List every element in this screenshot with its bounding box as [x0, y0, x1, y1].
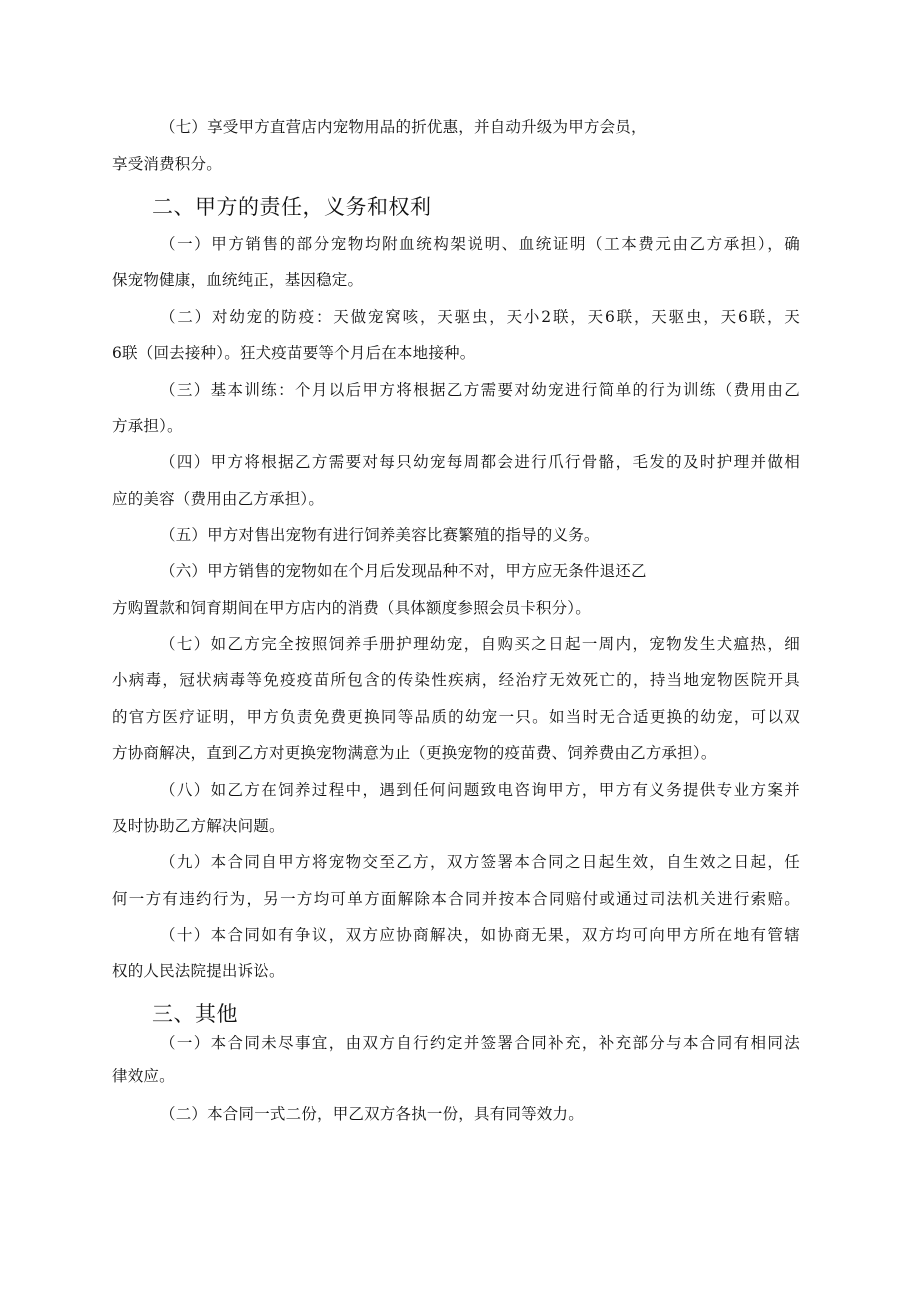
paragraph-line: （三）基本训练：个月以后甲方将根据乙方需要对幼宠进行简单的行为训练（费用由乙 — [160, 381, 800, 399]
paragraph-line: （二）对幼宠的防疫：天做宠窝咳，天驱虫，天小2联，天6联，天驱虫，天6联，天 — [160, 308, 800, 326]
paragraph-line: 方承担）。 — [112, 417, 183, 435]
paragraph-line: 方购置款和饲育期间在甲方店内的消费（具体额度参照会员卡积分）。 — [112, 599, 591, 617]
paragraph-line: （七）享受甲方直营店内宠物用品的折优惠，并自动升级为甲方会员， — [160, 118, 647, 136]
paragraph-line: （六）甲方销售的宠物如在个月后发现品种不对，甲方应无条件退还乙 — [160, 562, 647, 580]
paragraph-line: 应的美容（费用由乙方承担）。 — [112, 490, 325, 508]
paragraph-line: 及时协助乙方解决问题。 — [112, 817, 285, 835]
paragraph-line: 权的人民法院提出诉讼。 — [112, 962, 285, 980]
paragraph-line: 享受消费积分。 — [112, 155, 222, 173]
section-heading: 三、其他 — [152, 1002, 238, 1026]
paragraph-line: 的官方医疗证明，甲方负责免费更换同等品质的幼宠一只。如当时无合适更换的幼宠，可以双 — [112, 708, 800, 726]
paragraph-line: （七）如乙方完全按照饲养手册护理幼宠，自购买之日起一周内，宠物发生犬瘟热，细 — [160, 635, 800, 653]
paragraph-line: （四）甲方将根据乙方需要对每只幼宠每周都会进行爪行骨骼，毛发的及时护理并做相 — [160, 453, 800, 471]
paragraph-line: 6联（回去接种）。狂犬疫苗要等个月后在本地接种。 — [112, 344, 476, 362]
paragraph-line: （一）甲方销售的部分宠物均附血统构架说明、血统证明（工本费元由乙方承担），确 — [160, 235, 800, 253]
paragraph-line: 保宠物健康，血统纯正，基因稳定。 — [112, 271, 364, 289]
paragraph-line: 律效应。 — [112, 1067, 175, 1085]
paragraph-line: （十）本合同如有争议，双方应协商解决，如协商无果，双方均可向甲方所在地有管辖 — [160, 926, 800, 944]
paragraph-line: （二）本合同一式二份，甲乙双方各执一份，具有同等效力。 — [160, 1105, 584, 1123]
paragraph-line: （五）甲方对售出宠物有进行饲养美容比赛繁殖的指导的义务。 — [160, 526, 600, 544]
paragraph-line: （一）本合同未尽事宜，由双方自行约定并签署合同补充，补充部分与本合同有相同法 — [160, 1034, 800, 1052]
section-heading: 二、甲方的责任，义务和权利 — [152, 195, 432, 219]
paragraph-line: 方协商解决，直到乙方对更换宠物满意为止（更换宠物的疫苗费、饲养费由乙方承担）。 — [112, 744, 717, 762]
paragraph-line: 小病毒，冠状病毒等免疫疫苗所包含的传染性疾病，经治疗无效死亡的，持当地宠物医院开具 — [112, 671, 800, 689]
paragraph-line: 何一方有违约行为，另一方均可单方面解除本合同并按本合同赔付或通过司法机关进行索赔。 — [112, 890, 800, 908]
paragraph-line: （八）如乙方在饲养过程中，遇到任何问题致电咨询甲方，甲方有义务提供专业方案并 — [160, 781, 800, 799]
paragraph-line: （九）本合同自甲方将宠物交至乙方，双方签署本合同之日起生效，自生效之日起，任 — [160, 853, 800, 871]
